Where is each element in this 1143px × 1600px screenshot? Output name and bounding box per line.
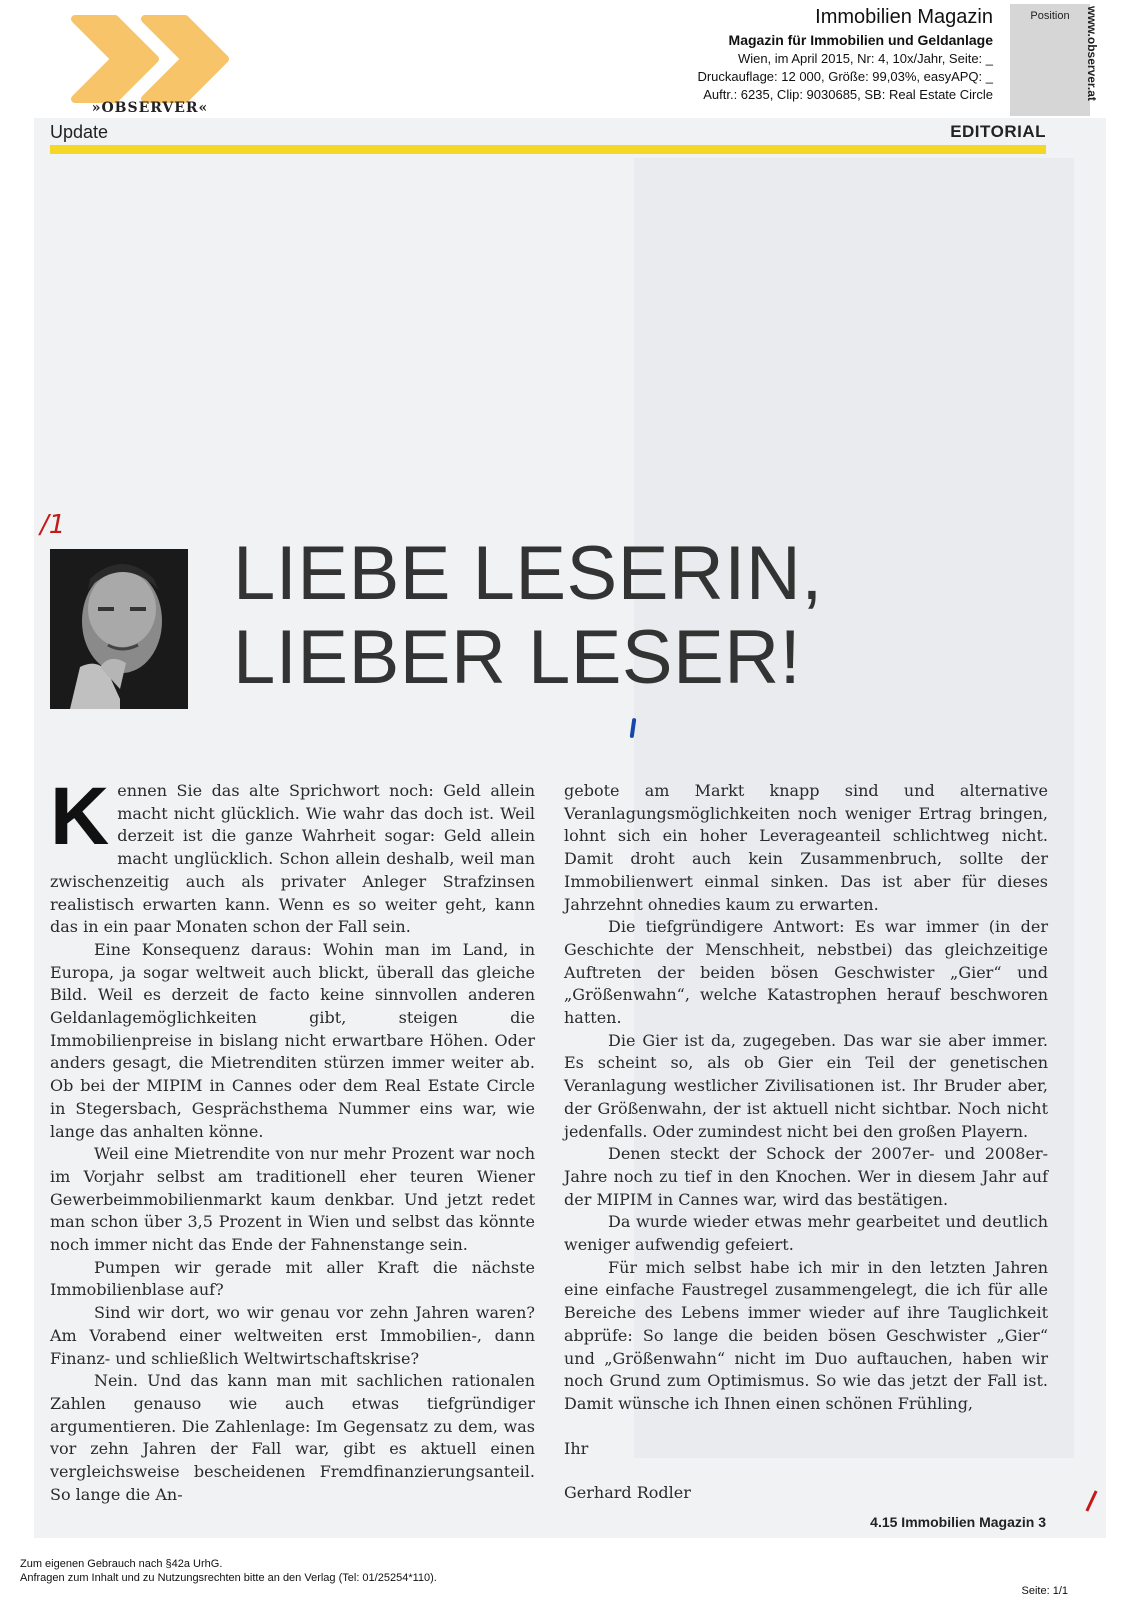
signoff: Ihr <box>564 1438 589 1458</box>
clipping-meta-1: Wien, im April 2015, Nr: 4, 10x/Jahr, Seite: _ <box>737 51 993 66</box>
author-signature: Gerhard Rodler <box>564 1483 691 1503</box>
magazine-title: Immobilien Magazin <box>815 6 993 28</box>
headline <box>233 532 823 700</box>
section-label: Update <box>50 122 109 142</box>
handwritten-annotation: /1 <box>40 510 66 540</box>
paragraph: Die tiefgründigere Antwort: Es war immer (in der Geschichte der Menschheit, nebstbei) das gleichzeitige Auftreten der beiden bösen Geschwister „Gier“ und „Größenwahn“, welche Katastrophen herauf beschworen hatten. <box>564 917 1048 1028</box>
paragraph: Eine Konsequenz daraus: Wohin man im Land, in Europa, ja sogar weltweit auch blickt, überall das gleiche Bild. Weil es derzeit de facto keine sinnvollen anderen Geldanlagemöglichkeiten gibt, steigen die Immobilienpreise in bislang nicht erwartbare Höhen. Oder anders gesagt, die Mietrenditen stürzen immer weiter ab. Ob bei der MIPIM in Cannes oder dem Real Estate Circle in Stegersbach, Gesprächsthema Nummer eins war, wie lange das anhalten könne. <box>50 939 535 1141</box>
page-footer: 4.15 Immobilien Magazin 3 <box>870 1514 1046 1530</box>
drop-cap: K <box>50 771 110 862</box>
magazine-subtitle: Magazin für Immobilien und Geldanlage <box>728 32 993 48</box>
paragraph: Denen steckt der Schock der 2007er- und 2008er-Jahre noch zu tief in den Knochen. Wer in diesem Jahr auf der MIPIM in Cannes war, wird das bestätigen. <box>564 1144 1048 1209</box>
observer-url: www.observer.at <box>1085 6 1099 101</box>
paragraph: Für mich selbst habe ich mir in den letzten Jahren eine einfache Faustregel zusammengelegt, die ich für alle Bereiche des Lebens immer wieder auf ihre Tauglichkeit abprüfe: So lange die beiden bösen Geschwister „Gier“ und „Größenwahn“ nicht im Duo auftauchen, haben wir noch Grund zum Optimismus. So wie das jetzt der Fall ist. Damit wünsche ich Ihnen einen schönen Frühling, <box>564 1257 1048 1413</box>
headline-line-2: LIEBER LESER! <box>233 615 802 700</box>
author-portrait <box>50 549 188 709</box>
headline-line-1: LIEBE LESERIN, <box>233 531 823 616</box>
clipping-meta-2: Druckauflage: 12 000, Größe: 99,03%, easyAPQ: _ <box>697 69 993 84</box>
clipping-header <box>697 4 993 104</box>
page-counter: Seite: 1/1 <box>1021 1585 1068 1597</box>
paragraph: Da wurde wieder etwas mehr gearbeitet und deutlich weniger aufwendig gefeiert. <box>564 1212 1048 1255</box>
section-title: EDITORIAL <box>950 122 1046 141</box>
paragraph: Sind wir dort, wo wir genau vor zehn Jahren waren? Am Vorabend einer weltweiten erst Immobilien-, dann Finanz- und schließlich Weltwirtschaftskrise? <box>50 1303 535 1368</box>
copyright-line-2: Anfragen zum Inhalt und zu Nutzungsrechten bitte an den Verlag (Tel: 01/25254*110). <box>20 1572 437 1584</box>
paragraph: Die Gier ist da, zugegeben. Das war sie aber immer. Es scheint so, als ob Gier ein Teil der genetischen Veranlagung westlicher Zivilisationen ist. Ihr Bruder aber, der Größenwahn, der ist aktuell nicht sichtbar. Noch nicht jedenfalls. Oder zumindest nicht bei den großen Playern. <box>564 1030 1048 1141</box>
paragraph: Kennen Sie das alte Sprichwort noch: Geld allein macht nicht glücklich. Wie wahr das doch ist. Weil derzeit ist die ganze Wahrheit sogar: Geld allein macht unglücklich. Schon allein deshalb, weil man zwischenzeitig auch als privater Anleger Strafzinsen realistisch erwarten kann. Wenn es so weiter geht, kann das in ein paar Monaten schon der Fall sein. <box>50 771 535 937</box>
clipping-meta-3: Auftr.: 6235, Clip: 9030685, SB: Real Estate Circle <box>703 87 993 102</box>
article-column-left <box>50 771 535 1507</box>
article-column-right <box>564 780 1048 1505</box>
logo-text: »OBSERVER« <box>91 100 209 116</box>
position-box: Position <box>1010 4 1090 116</box>
accent-bar <box>50 145 1046 154</box>
paragraph: Weil eine Mietrendite von nur mehr Prozent war noch im Vorjahr selbst am traditionell eher teuren Wiener Gewerbeimmobilienmarkt kaum denkbar. Und jetzt redet man schon über 3,5 Prozent in Wien und selbst das könnte noch immer nicht das Ende der Fahnenstange sein. <box>50 1144 535 1255</box>
paragraph: gebote am Markt knapp sind und alternative Veranlagungsmöglichkeiten noch weniger Ertrag bringen, lohnt sich ein hoher Leverageanteil schlichtweg nicht. Damit droht auch kein Zusammenbruch, sollte der Immobilienwert einmal sinken. Das ist aber für dieses Jahrzehnt ohnedies kaum zu erwarten. <box>564 781 1048 914</box>
paragraph: Pumpen wir gerade mit aller Kraft die nächste Immobilienblase auf? <box>50 1257 535 1300</box>
paragraph: Nein. Und das kann man mit sachlichen rationalen Zahlen genauso wie auch etwas tiefgründiger argumentieren. Die Zahlenlage: Im Gegensatz zu dem, was vor zehn Jahren der Fall war, gibt es aktuell einen vergleichsweise bescheidenen Fremdfinanzierungsanteil. So lange die An- <box>50 1371 535 1504</box>
copyright-line-1: Zum eigenen Gebrauch nach §42a UrhG. <box>20 1558 223 1570</box>
